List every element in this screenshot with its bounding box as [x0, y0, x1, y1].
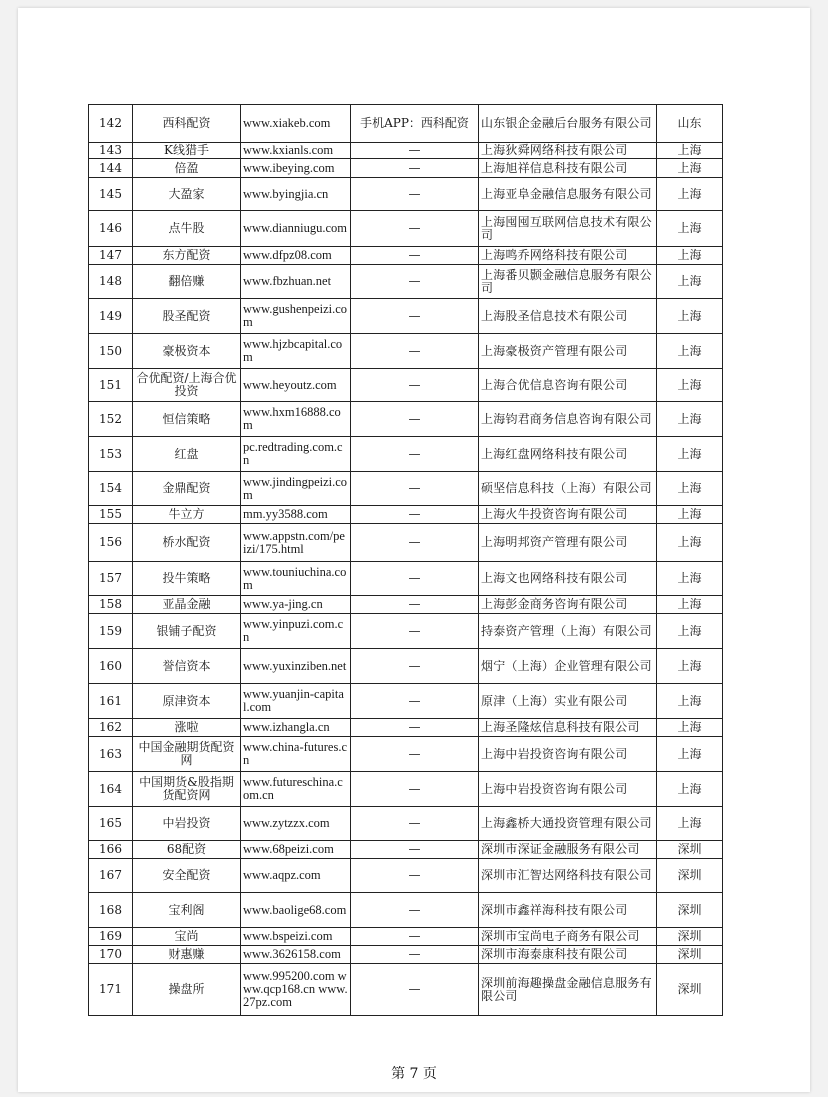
app-name: —	[351, 946, 479, 964]
app-name: —	[351, 334, 479, 369]
company-name: 原津（上海）实业有限公司	[479, 684, 657, 719]
company-name: 上海鸣乔网络科技有限公司	[479, 247, 657, 265]
row-number: 170	[89, 946, 133, 964]
website-url: www.touniuchina.com	[241, 562, 351, 596]
app-name: —	[351, 247, 479, 265]
city: 深圳	[657, 928, 723, 946]
website-url: www.68peizi.com	[241, 841, 351, 859]
company-name: 上海火牛投资咨询有限公司	[479, 506, 657, 524]
row-number: 151	[89, 369, 133, 402]
company-name: 上海中岩投资咨询有限公司	[479, 772, 657, 807]
platform-name: 倍盈	[133, 159, 241, 178]
platform-name: 股圣配资	[133, 299, 241, 334]
website-url: www.heyoutz.com	[241, 369, 351, 402]
company-name: 上海钧君商务信息咨询有限公司	[479, 402, 657, 437]
city: 上海	[657, 807, 723, 841]
table-row	[89, 334, 723, 369]
table-row	[89, 369, 723, 402]
row-number: 166	[89, 841, 133, 859]
city: 山东	[657, 105, 723, 143]
website-url: www.gushenpeizi.com	[241, 299, 351, 334]
app-name: —	[351, 964, 479, 1016]
platform-name: 操盘所	[133, 964, 241, 1016]
company-name: 深圳市深证金融服务有限公司	[479, 841, 657, 859]
website-url: www.hxm16888.com	[241, 402, 351, 437]
app-name: —	[351, 299, 479, 334]
city: 上海	[657, 772, 723, 807]
company-name: 山东银企金融后台服务有限公司	[479, 105, 657, 143]
city: 上海	[657, 524, 723, 562]
table-row	[89, 105, 723, 143]
website-url: www.xiakeb.com	[241, 105, 351, 143]
row-number: 160	[89, 649, 133, 684]
website-url: www.hjzbcapital.com	[241, 334, 351, 369]
city: 上海	[657, 737, 723, 772]
row-number: 162	[89, 719, 133, 737]
app-name: —	[351, 719, 479, 737]
app-name: —	[351, 211, 479, 247]
table-row	[89, 928, 723, 946]
company-name: 上海合优信息咨询有限公司	[479, 369, 657, 402]
website-url: www.byingjia.cn	[241, 178, 351, 211]
city: 深圳	[657, 893, 723, 928]
company-name: 上海囤囤互联网信息技术有限公司	[479, 211, 657, 247]
city: 上海	[657, 506, 723, 524]
website-url: www.futureschina.com.cn	[241, 772, 351, 807]
app-name: —	[351, 649, 479, 684]
app-name: —	[351, 437, 479, 472]
document-page	[18, 8, 810, 1092]
platform-name: K线猎手	[133, 143, 241, 159]
website-url: www.kxianls.com	[241, 143, 351, 159]
website-url: www.china-futures.cn	[241, 737, 351, 772]
company-name: 上海明邦资产管理有限公司	[479, 524, 657, 562]
city: 上海	[657, 159, 723, 178]
app-name: —	[351, 402, 479, 437]
table-row	[89, 946, 723, 964]
company-name: 上海股圣信息技术有限公司	[479, 299, 657, 334]
table-row	[89, 402, 723, 437]
website-url: www.aqpz.com	[241, 859, 351, 893]
row-number: 145	[89, 178, 133, 211]
platform-name: 东方配资	[133, 247, 241, 265]
platform-name: 豪极资本	[133, 334, 241, 369]
city: 上海	[657, 596, 723, 614]
company-name: 上海豪极资产管理有限公司	[479, 334, 657, 369]
row-number: 168	[89, 893, 133, 928]
table-row	[89, 247, 723, 265]
table-row	[89, 178, 723, 211]
company-name: 深圳前海趣操盘金融信息服务有限公司	[479, 964, 657, 1016]
table-row	[89, 893, 723, 928]
app-name: 手机APP：西科配资	[351, 105, 479, 143]
city: 深圳	[657, 964, 723, 1016]
row-number: 159	[89, 614, 133, 649]
website-url: www.bspeizi.com	[241, 928, 351, 946]
app-name: —	[351, 265, 479, 299]
table-row	[89, 614, 723, 649]
row-number: 163	[89, 737, 133, 772]
platform-name: 财惠赚	[133, 946, 241, 964]
platform-name: 牛立方	[133, 506, 241, 524]
table-row	[89, 562, 723, 596]
table-row	[89, 649, 723, 684]
table-row	[89, 159, 723, 178]
table-row	[89, 841, 723, 859]
table-row	[89, 299, 723, 334]
website-url: www.yuxinziben.net	[241, 649, 351, 684]
platform-name: 宝利阁	[133, 893, 241, 928]
company-name: 持泰资产管理（上海）有限公司	[479, 614, 657, 649]
company-name: 上海旭祥信息科技有限公司	[479, 159, 657, 178]
row-number: 149	[89, 299, 133, 334]
platform-name: 中国金融期货配资网	[133, 737, 241, 772]
page-number: 第 7 页	[391, 1066, 437, 1082]
app-name: —	[351, 614, 479, 649]
company-name: 深圳市海泰康科技有限公司	[479, 946, 657, 964]
city: 上海	[657, 247, 723, 265]
table-row	[89, 524, 723, 562]
table-row	[89, 437, 723, 472]
row-number: 146	[89, 211, 133, 247]
city: 上海	[657, 402, 723, 437]
city: 深圳	[657, 946, 723, 964]
city: 上海	[657, 369, 723, 402]
platform-name: 68配资	[133, 841, 241, 859]
company-name: 深圳市鑫祥海科技有限公司	[479, 893, 657, 928]
city: 上海	[657, 143, 723, 159]
platform-name: 红盘	[133, 437, 241, 472]
app-name: —	[351, 159, 479, 178]
platform-name: 桥水配资	[133, 524, 241, 562]
city: 上海	[657, 614, 723, 649]
row-number: 154	[89, 472, 133, 506]
table-row	[89, 143, 723, 159]
platform-name: 合优配资/上海合优投资	[133, 369, 241, 402]
company-name: 上海彭金商务咨询有限公司	[479, 596, 657, 614]
website-url: www.995200.com www.qcp168.cn www.27pz.com	[241, 964, 351, 1016]
platform-name: 亚晶金融	[133, 596, 241, 614]
table-row	[89, 506, 723, 524]
table-row	[89, 859, 723, 893]
row-number: 147	[89, 247, 133, 265]
website-url: www.yinpuzi.com.cn	[241, 614, 351, 649]
city: 上海	[657, 265, 723, 299]
website-url: www.appstn.com/peizi/175.html	[241, 524, 351, 562]
platform-name: 金鼎配资	[133, 472, 241, 506]
table-row	[89, 719, 723, 737]
app-name: —	[351, 893, 479, 928]
city: 上海	[657, 472, 723, 506]
company-name: 上海圣隆炫信息科技有限公司	[479, 719, 657, 737]
website-url: www.3626158.com	[241, 946, 351, 964]
table-row	[89, 772, 723, 807]
app-name: —	[351, 562, 479, 596]
company-name: 上海红盘网络科技有限公司	[479, 437, 657, 472]
company-name: 硕坚信息科技（上海）有限公司	[479, 472, 657, 506]
row-number: 156	[89, 524, 133, 562]
app-name: —	[351, 178, 479, 211]
website-url: www.izhangla.cn	[241, 719, 351, 737]
platform-name: 西科配资	[133, 105, 241, 143]
app-name: —	[351, 737, 479, 772]
website-url: pc.redtrading.com.cn	[241, 437, 351, 472]
company-name: 上海狄舜网络科技有限公司	[479, 143, 657, 159]
platform-name: 涨啦	[133, 719, 241, 737]
row-number: 167	[89, 859, 133, 893]
app-name: —	[351, 807, 479, 841]
app-name: —	[351, 524, 479, 562]
row-number: 144	[89, 159, 133, 178]
city: 上海	[657, 437, 723, 472]
row-number: 153	[89, 437, 133, 472]
table-row	[89, 807, 723, 841]
city: 上海	[657, 334, 723, 369]
platform-name: 投牛策略	[133, 562, 241, 596]
website-url: www.yuanjin-capital.com	[241, 684, 351, 719]
app-name: —	[351, 772, 479, 807]
app-name: —	[351, 684, 479, 719]
platform-name: 大盈家	[133, 178, 241, 211]
row-number: 142	[89, 105, 133, 143]
table-row	[89, 596, 723, 614]
company-name: 上海亚阜金融信息服务有限公司	[479, 178, 657, 211]
platform-name: 银铺子配资	[133, 614, 241, 649]
city: 上海	[657, 649, 723, 684]
platform-name: 中岩投资	[133, 807, 241, 841]
website-url: www.zytzzx.com	[241, 807, 351, 841]
app-name: —	[351, 143, 479, 159]
app-name: —	[351, 369, 479, 402]
row-number: 152	[89, 402, 133, 437]
website-url: www.ibeying.com	[241, 159, 351, 178]
platform-name: 翻倍赚	[133, 265, 241, 299]
table-row	[89, 964, 723, 1016]
website-url: www.baolige68.com	[241, 893, 351, 928]
app-name: —	[351, 841, 479, 859]
app-name: —	[351, 472, 479, 506]
platform-name: 点牛股	[133, 211, 241, 247]
row-number: 143	[89, 143, 133, 159]
app-name: —	[351, 596, 479, 614]
table-row	[89, 265, 723, 299]
app-name: —	[351, 928, 479, 946]
website-url: www.jindingpeizi.com	[241, 472, 351, 506]
table-row	[89, 211, 723, 247]
row-number: 150	[89, 334, 133, 369]
row-number: 164	[89, 772, 133, 807]
row-number: 148	[89, 265, 133, 299]
city: 上海	[657, 211, 723, 247]
table-row	[89, 684, 723, 719]
city: 深圳	[657, 859, 723, 893]
table-row	[89, 737, 723, 772]
app-name: —	[351, 506, 479, 524]
city: 上海	[657, 562, 723, 596]
company-name: 上海番贝颢金融信息服务有限公司	[479, 265, 657, 299]
company-name: 上海鑫桥大通投资管理有限公司	[479, 807, 657, 841]
platform-name: 宝尚	[133, 928, 241, 946]
platform-name: 原津资本	[133, 684, 241, 719]
website-url: www.dfpz08.com	[241, 247, 351, 265]
platform-table	[88, 104, 723, 1016]
app-name: —	[351, 859, 479, 893]
website-url: www.fbzhuan.net	[241, 265, 351, 299]
table-row	[89, 472, 723, 506]
row-number: 158	[89, 596, 133, 614]
row-number: 155	[89, 506, 133, 524]
website-url: www.dianniugu.com	[241, 211, 351, 247]
row-number: 169	[89, 928, 133, 946]
company-name: 深圳市宝尚电子商务有限公司	[479, 928, 657, 946]
platform-name: 中国期货&股指期货配资网	[133, 772, 241, 807]
website-url: www.ya-jing.cn	[241, 596, 351, 614]
platform-name: 誉信资本	[133, 649, 241, 684]
company-name: 深圳市汇智达网络科技有限公司	[479, 859, 657, 893]
city: 上海	[657, 299, 723, 334]
row-number: 165	[89, 807, 133, 841]
company-name: 上海中岩投资咨询有限公司	[479, 737, 657, 772]
website-url: mm.yy3588.com	[241, 506, 351, 524]
row-number: 171	[89, 964, 133, 1016]
city: 上海	[657, 178, 723, 211]
city: 深圳	[657, 841, 723, 859]
city: 上海	[657, 684, 723, 719]
platform-name: 恒信策略	[133, 402, 241, 437]
row-number: 161	[89, 684, 133, 719]
platform-name: 安全配资	[133, 859, 241, 893]
company-name: 烟宁（上海）企业管理有限公司	[479, 649, 657, 684]
company-name: 上海文也网络科技有限公司	[479, 562, 657, 596]
city: 上海	[657, 719, 723, 737]
row-number: 157	[89, 562, 133, 596]
